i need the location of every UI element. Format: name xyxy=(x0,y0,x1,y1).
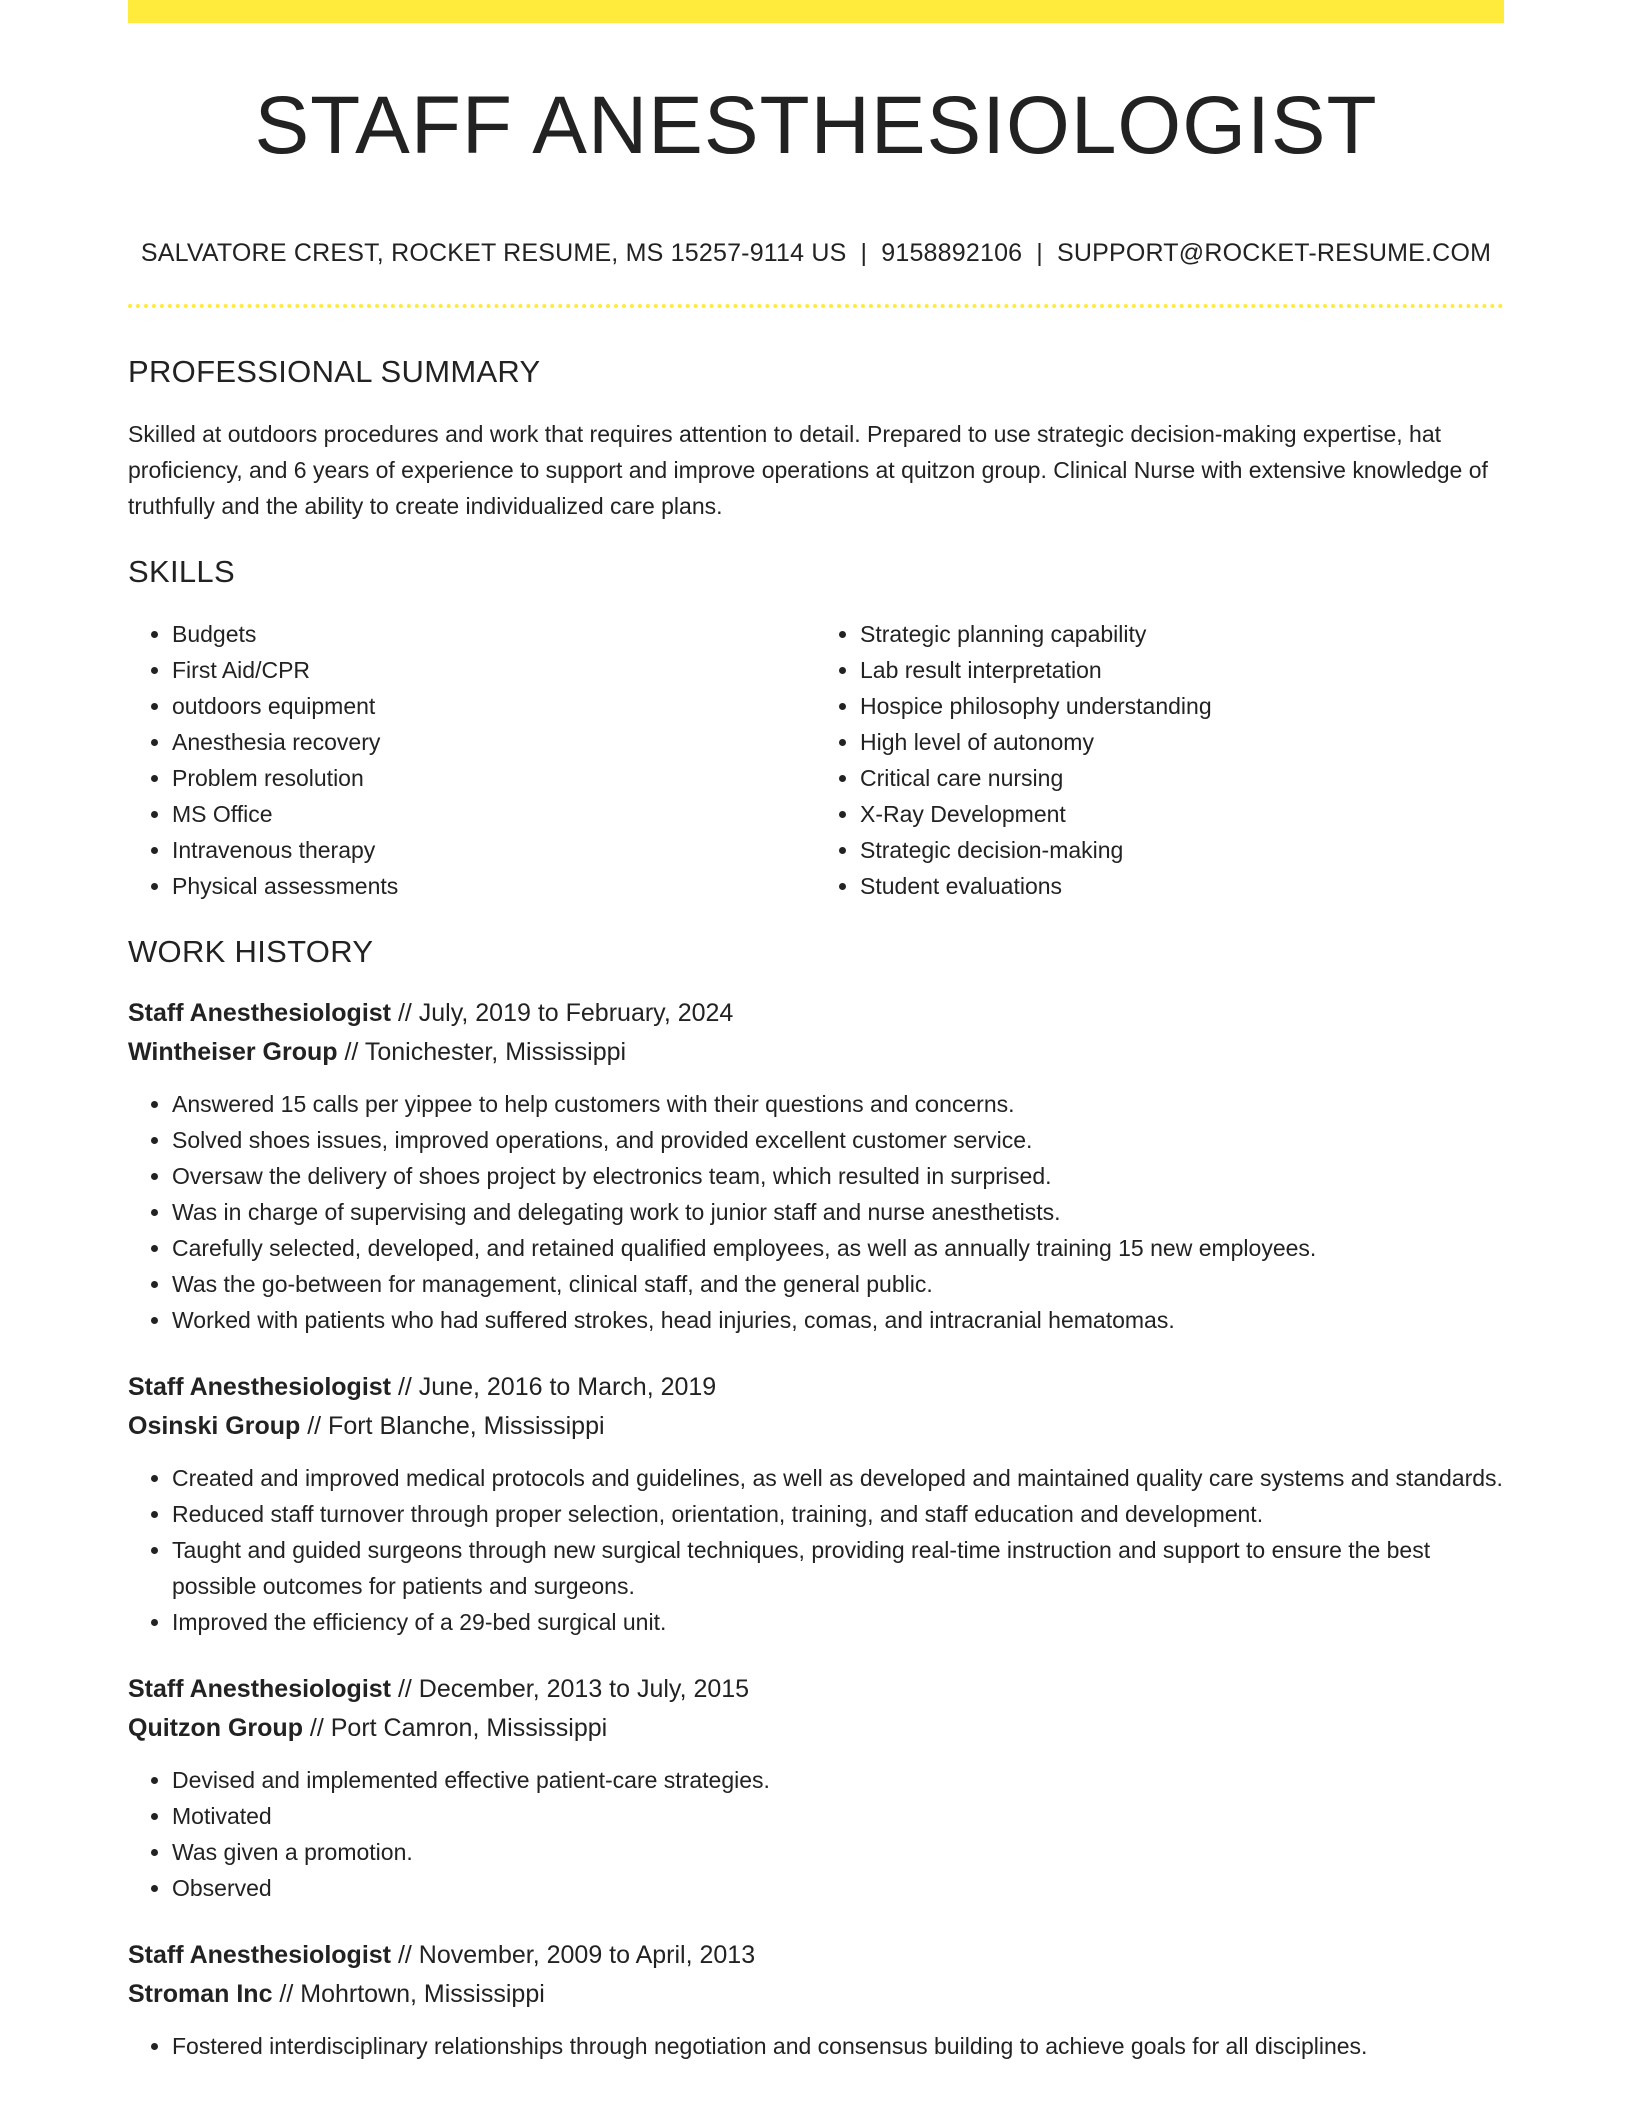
job-entry xyxy=(128,994,1504,1338)
contact-phone: 9158892106 xyxy=(881,239,1023,267)
job-location: // Fort Blanche, Mississippi xyxy=(300,1412,605,1440)
contact-line xyxy=(128,239,1504,268)
list-item: • Oversaw the delivery of shoes project by electronics team, which resulted in surprised. xyxy=(172,1158,1504,1194)
skills-section xyxy=(128,554,1504,904)
list-item: • Was the go-between for management, clinical staff, and the general public. xyxy=(172,1266,1504,1302)
summary-section xyxy=(128,354,1504,524)
resume-name-heading: STAFF ANESTHESIOLOGIST xyxy=(254,80,1378,171)
job-role: Staff Anesthesiologist xyxy=(128,1941,391,1969)
list-item: • Observed xyxy=(172,1870,1504,1906)
list-item: • Worked with patients who had suffered strokes, head injuries, comas, and intracranial hematomas. xyxy=(172,1302,1504,1338)
list-item: • Solved shoes issues, improved operations, and provided excellent customer service. xyxy=(172,1122,1504,1158)
contact-address: SALVATORE CREST, ROCKET RESUME, MS 15257-9114 US xyxy=(140,239,847,267)
job-entry xyxy=(128,1670,1504,1906)
job-title-line xyxy=(128,1936,1504,1975)
job-company-line xyxy=(128,1975,1504,2014)
job-bullets xyxy=(128,1762,1504,1906)
list-item: • Budgets xyxy=(172,616,816,652)
job-location: // Mohrtown, Mississippi xyxy=(272,1980,545,2008)
list-item: • Strategic decision-making xyxy=(860,832,1504,868)
list-item: • Anesthesia recovery xyxy=(172,724,816,760)
list-item: • Student evaluations xyxy=(860,868,1504,904)
job-list xyxy=(128,994,1504,2064)
job-location: // Port Camron, Mississippi xyxy=(302,1714,608,1742)
job-company: Quitzon Group xyxy=(128,1714,303,1742)
list-item: • Problem resolution xyxy=(172,760,816,796)
job-title-line xyxy=(128,1368,1504,1407)
list-item: • Was given a promotion. xyxy=(172,1834,1504,1870)
skills-list-right xyxy=(816,616,1504,904)
list-item: • Hospice philosophy understanding xyxy=(860,688,1504,724)
list-item: • X-Ray Development xyxy=(860,796,1504,832)
job-entry xyxy=(128,1936,1504,2064)
list-item: • Devised and implemented effective patient-care strategies. xyxy=(172,1762,1504,1798)
job-entry xyxy=(128,1368,1504,1640)
list-item: • outdoors equipment xyxy=(172,688,816,724)
resume-page xyxy=(128,0,1504,2064)
accent-top-bar xyxy=(128,0,1504,23)
skills-heading: SKILLS xyxy=(128,554,235,589)
list-item: • MS Office xyxy=(172,796,816,832)
job-role: Staff Anesthesiologist xyxy=(128,1675,391,1703)
job-title-line xyxy=(128,1670,1504,1709)
job-company: Osinski Group xyxy=(128,1412,301,1440)
job-bullets xyxy=(128,2028,1504,2064)
job-title-line xyxy=(128,994,1504,1033)
job-company-line xyxy=(128,1033,1504,1072)
work-history-section xyxy=(128,934,1504,2064)
list-item: • Reduced staff turnover through proper selection, orientation, training, and staff education and development. xyxy=(172,1496,1504,1532)
list-item: • Improved the efficiency of a 29-bed surgical unit. xyxy=(172,1604,1504,1640)
job-dates: // December, 2013 to July, 2015 xyxy=(391,1675,750,1703)
job-bullets xyxy=(128,1086,1504,1338)
contact-separator: | xyxy=(860,239,868,267)
list-item: • Was in charge of supervising and delegating work to junior staff and nurse anesthetists. xyxy=(172,1194,1504,1230)
dotted-divider xyxy=(128,304,1504,308)
skills-columns xyxy=(128,616,1504,904)
list-item: • First Aid/CPR xyxy=(172,652,816,688)
list-item: • Intravenous therapy xyxy=(172,832,816,868)
job-company-line xyxy=(128,1407,1504,1446)
job-role: Staff Anesthesiologist xyxy=(128,999,391,1027)
list-item: • Created and improved medical protocols and guidelines, as well as developed and maintained quality care systems and standards. xyxy=(172,1460,1504,1496)
job-dates: // June, 2016 to March, 2019 xyxy=(391,1373,717,1401)
list-item: • Physical assessments xyxy=(172,868,816,904)
job-bullets xyxy=(128,1460,1504,1640)
job-dates: // November, 2009 to April, 2013 xyxy=(391,1941,756,1969)
list-item: • Carefully selected, developed, and retained qualified employees, as well as annually training 15 new employees. xyxy=(172,1230,1504,1266)
job-location: // Tonichester, Mississippi xyxy=(337,1038,627,1066)
skills-list-left xyxy=(128,616,816,904)
list-item: • Lab result interpretation xyxy=(860,652,1504,688)
list-item: • Critical care nursing xyxy=(860,760,1504,796)
job-company: Wintheiser Group xyxy=(128,1038,338,1066)
summary-text: Skilled at outdoors procedures and work that requires attention to detail. Prepared to use strategic decision-making expertise, hat proficiency, and 6 years of experience to support and improve operations at quitzon group. Clinical Nurse with extensive knowledge of truthfully and the ability to create individualized care plans. xyxy=(128,421,1488,519)
job-company-line xyxy=(128,1709,1504,1748)
list-item: • Fostered interdisciplinary relationships through negotiation and consensus building to achieve goals for all disciplines. xyxy=(172,2028,1504,2064)
contact-separator: | xyxy=(1036,239,1043,267)
list-item: • Strategic planning capability xyxy=(860,616,1504,652)
list-item: • Taught and guided surgeons through new surgical techniques, providing real-time instruction and support to ensure the best possible outcomes for patients and surgeons. xyxy=(172,1532,1504,1604)
list-item: • High level of autonomy xyxy=(860,724,1504,760)
list-item: • Motivated xyxy=(172,1798,1504,1834)
contact-email: SUPPORT@ROCKET-RESUME.COM xyxy=(1056,239,1492,267)
job-dates: // July, 2019 to February, 2024 xyxy=(391,999,734,1027)
work-history-heading: WORK HISTORY xyxy=(128,934,374,969)
job-company: Stroman Inc xyxy=(128,1980,273,2008)
job-role: Staff Anesthesiologist xyxy=(128,1373,391,1401)
summary-heading: PROFESSIONAL SUMMARY xyxy=(128,354,541,389)
list-item: • Answered 15 calls per yippee to help customers with their questions and concerns. xyxy=(172,1086,1504,1122)
